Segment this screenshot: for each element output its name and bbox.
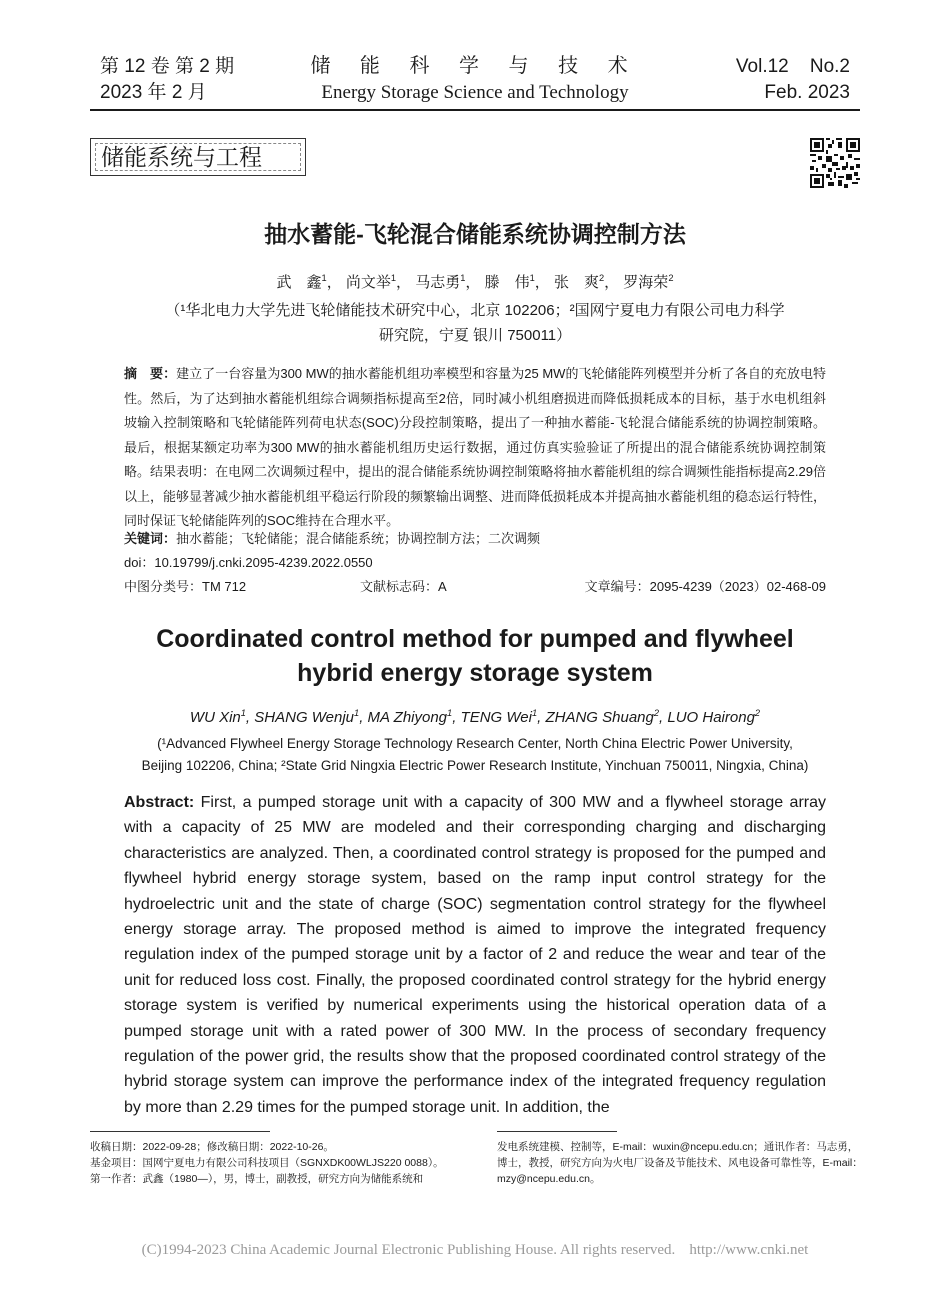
affiliation-en-line1: (¹Advanced Flywheel Energy Storage Technology Research Center, North China Electric Power University, <box>157 736 793 751</box>
author-note-continuation: 发电系统建模、控制等，E-mail：wuxin@ncepu.edu.cn；通讯作者：马志勇，博士，教授，研究方向为火电厂设备及节能技术、风电设备可靠性等，E-mail：mzy@ncepu.edu.cn。 <box>497 1141 863 1185</box>
abstract-en <box>124 790 826 1120</box>
section-label-text: 储能系统与工程 <box>101 144 262 170</box>
authors-en: WU Xin$^1$, SHANG Wenju$^1$, MA Zhiyong$^1$, TENG Wei$^1$, ZHANG Shuang$^2$, LUO Hairong$^2$ <box>189 708 761 726</box>
author-en: MA Zhiyong$^1$ <box>367 708 453 726</box>
received-date: 收稿日期：2022-09-28；修改稿日期：2022-10-26。 <box>90 1141 334 1153</box>
author-en: TENG Wei$^1$ <box>460 708 538 726</box>
document-code: 文献标志码：A <box>360 579 447 594</box>
author-cn: 滕 伟$^1$ <box>484 273 535 291</box>
author-en: SHANG Wenju$^1$ <box>254 708 360 726</box>
footnotes-right <box>497 1139 863 1187</box>
author-en: WU Xin$^1$ <box>189 708 246 726</box>
section-label <box>90 138 306 176</box>
date-en: Feb. 2023 <box>764 82 850 103</box>
title-en-line2: hybrid energy storage system <box>297 659 653 687</box>
volume-issue-en: Vol.12 No.2 <box>735 56 850 77</box>
classification-number: 中图分类号：TM 712 <box>124 579 247 594</box>
affiliation-en <box>100 733 850 777</box>
journal-name-en: Energy Storage Science and Technology <box>321 82 629 103</box>
keywords-cn-text: 抽水蓄能；飞轮储能；混合储能系统；协调控制方法；二次调频 <box>176 531 541 546</box>
authors-cn: 武 鑫$^1$， 尚文举$^1$， 马志勇$^1$， 滕 伟$^1$， 张 爽$^2$， 罗海荣$^2$ <box>276 273 674 291</box>
doi[interactable]: doi：10.19799/j.cnki.2095-4239.2022.0550 <box>124 555 373 570</box>
keywords-cn <box>124 528 540 547</box>
author-en: ZHANG Shuang$^2$ <box>545 708 660 726</box>
abstract-en-text: First, a pumped storage unit with a capacity of 300 MW and a flywheel storage array with a capacity of 25 MW are modeled and their corresponding charging and discharging characteristics are analyzed. Then, a coordinated control strategy is proposed for the pumped and flywheel hybrid energy storage system, based on the ramp input control strategy for the hydroelectric unit and the state of charge (SOC) segmentation control strategy for the flywheel energy storage array. The proposed method is aimed to improve the integrated frequency regulation index of the pumped storage unit by a factor of 2 and reduce the wear and tear of the unit for reduced loss cost. Finally, the proposed coordinated control strategy for the hybrid energy storage system is verified by numerical experiments using the historical operation data of a pumped storage unit with a rated power of 300 MW. In the process of secondary frequency regulation of the power grid, the results show that the proposed coordinated control strategy of the hybrid storage system can improve the performance index of the integrated frequency regulation by more than 2.29 times for the pumped storage unit. In addition, the <box>124 794 827 1116</box>
header-volume-en <box>736 54 850 106</box>
author-cn: 罗海荣$^2$ <box>623 273 674 291</box>
author-cn: 张 爽$^2$ <box>553 273 605 291</box>
header-issue-info <box>100 54 234 106</box>
title-cn: 抽水蓄能-飞轮混合储能系统协调控制方法 <box>264 221 686 247</box>
abstract-en-label: Abstract: <box>124 794 195 811</box>
title-en <box>0 622 950 690</box>
author-cn: 武 鑫$^1$ <box>276 273 327 291</box>
date-cn: 2023 年 2 月 <box>100 82 207 103</box>
affiliation-cn-line2: 研究院，宁夏 银川 750011） <box>378 327 572 344</box>
header-rule <box>90 109 860 111</box>
footnote-rule-right <box>497 1131 617 1132</box>
author-cn: 马志勇$^1$ <box>415 273 466 291</box>
abstract-cn-label: 摘 要： <box>124 366 177 381</box>
title-en-line1: Coordinated control method for pumped and flywheel <box>156 625 794 653</box>
qr-code-icon[interactable] <box>810 138 860 188</box>
journal-name-cn: 储 能 科 学 与 技 术 <box>310 55 640 77</box>
footnote-rule-left <box>90 1131 270 1132</box>
copyright-line <box>0 1242 950 1259</box>
affiliation-cn <box>110 298 840 348</box>
copyright-url[interactable]: http://www.cnki.net <box>689 1242 809 1258</box>
affiliation-cn-line1: （¹华北电力大学先进飞轮储能技术研究中心，北京 102206；²国网宁夏电力有限公司电力科学 <box>165 302 785 319</box>
journal-name <box>250 52 700 106</box>
article-number: 文章编号：2095-4239（2023）02-468-09 <box>584 579 826 594</box>
abstract-cn <box>124 362 826 534</box>
copyright-text: (C)1994-2023 China Academic Journal Electronic Publishing House. All rights reserved. <box>141 1242 676 1258</box>
keywords-cn-label: 关键词： <box>124 531 177 546</box>
first-author-note: 第一作者：武鑫（1980—），男，博士，副教授，研究方向为储能系统和 <box>90 1173 424 1185</box>
author-cn: 尚文举$^1$ <box>345 273 397 291</box>
affiliation-en-line2: Beijing 102206, China; ²State Grid Ningxia Electric Power Research Institute, Yinchuan 750011, Ningxia, China) <box>141 758 809 773</box>
abstract-cn-text: 建立了一台容量为300 MW的抽水蓄能机组功率模型和容量为25 MW的飞轮储能阵列模型并分析了各自的充放电特性。然后，为了达到抽水蓄能机组综合调频指标提高至2倍，同时减小机组磨损进而降低损耗成本的目标，基于水电机组斜坡输入控制策略和飞轮储能阵列荷电状态(SOC)分段控制策略，提出了一种抽水蓄能-飞轮混合储能系统的协调控制策略。最后，根据某额定功率为300 MW的抽水蓄能机组历史运行数据，通过仿真实验验证了所提出的混合储能系统协调控制策略。结果表明：在电网二次调频过程中，提出的混合储能系统协调控制策略将抽水蓄能机组的综合调频性能指标提高2.29倍以上，能够显著减少抽水蓄能机组平稳运行阶段的频繁输出调整、进而降低损耗成本并提高抽水蓄能机组的稳态运行特性，同时保证飞轮储能阵列的SOC维持在合理水平。 <box>124 366 827 528</box>
footnotes-left <box>90 1139 460 1187</box>
volume-issue-cn: 第 12 卷 第 2 期 <box>100 56 235 77</box>
author-en: LUO Hairong$^2$ <box>667 708 761 726</box>
funding: 基金项目：国网宁夏电力有限公司科技项目（SGNXDK00WLJS220 0088）。 <box>90 1157 444 1169</box>
